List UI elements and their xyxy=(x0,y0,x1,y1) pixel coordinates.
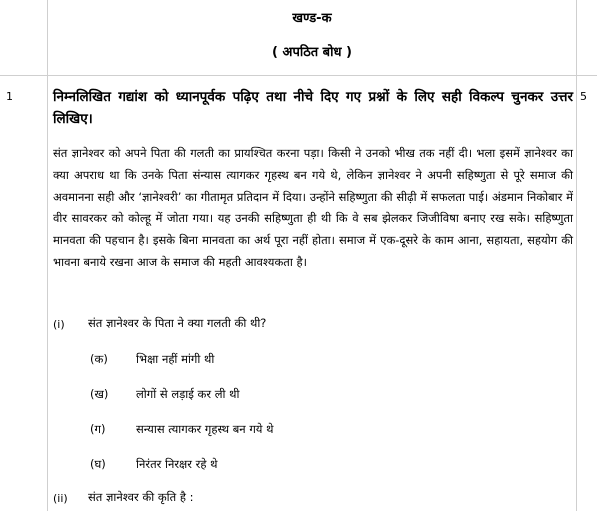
option-ga-text: सन्यास त्यागकर गृहस्थ बन गये थे xyxy=(136,422,274,436)
option-gha-label: (घ) xyxy=(90,457,106,471)
question-instruction: निम्नलिखित गद्यांश को ध्यानपूर्वक पढ़िए तथा नीचे दिए गए प्रश्नों के लिए सही विकल्प चुनकर उत्तर लिखिए। xyxy=(53,89,573,127)
subquestion-2-number: (ii) xyxy=(53,492,68,505)
right-column-border xyxy=(576,0,577,511)
section-subtitle: ( अपठित बोध ) xyxy=(272,45,352,60)
option-ga-label: (ग) xyxy=(90,422,106,436)
question-marks: 5 xyxy=(580,90,587,103)
option-gha-text: निरंतर निरक्षर रहे थे xyxy=(136,457,218,471)
section-title: खण्ड-क xyxy=(292,11,332,26)
subquestion-1-text: संत ज्ञानेश्वर के पिता ने क्या गलती की थी? xyxy=(88,316,267,330)
row-divider xyxy=(0,75,597,76)
unseen-passage: संत ज्ञानेश्वर को अपने पिता की गलती का प्रायश्चित करना पड़ा। किसी ने उनको भीख तक नहीं दी। भला इसमें ज्ञानेश्वर का क्या अपराध था कि उनके पिता संन्यास त्यागकर गृहस्थ बन गये थे, लेकिन ज्ञानेश्वर ने अपनी सहिष्णुता से पूरे समाज की अवमानना सही और ‘ज्ञानेश्वरी’ का गीतामृत प्रतिदान में दिया। उन्होंने सहिष्णुता की सीढ़ी में सफलता पाई। अंडमान निकोबार में वीर सावरकर को कोल्हू में जोता गया। यह उनकी सहिष्णुता ही थी कि वे सब झेलकर जिजीविषा बनाए रख सके। सहिष्णुता मानवता की पहचान है। इसके बिना मानवता का अर्थ पूरा नहीं होता। समाज में एक-दूसरे के काम आना, सहायता, सहयोग की भावना बनाये रखना आज के समाज की महती आवश्यकता है। xyxy=(53,146,573,269)
option-ka-text: भिक्षा नहीं मांगी थी xyxy=(136,352,215,366)
option-ka-label: (क) xyxy=(90,352,108,366)
option-kha-label: (ख) xyxy=(90,387,109,401)
left-column-border xyxy=(47,0,48,511)
option-kha-text: लोगों से लड़ाई कर ली थी xyxy=(136,387,240,401)
subquestion-2-text: संत ज्ञानेश्वर की कृति है : xyxy=(88,490,194,504)
question-number: 1 xyxy=(6,90,13,103)
subquestion-1-number: (i) xyxy=(53,318,65,331)
